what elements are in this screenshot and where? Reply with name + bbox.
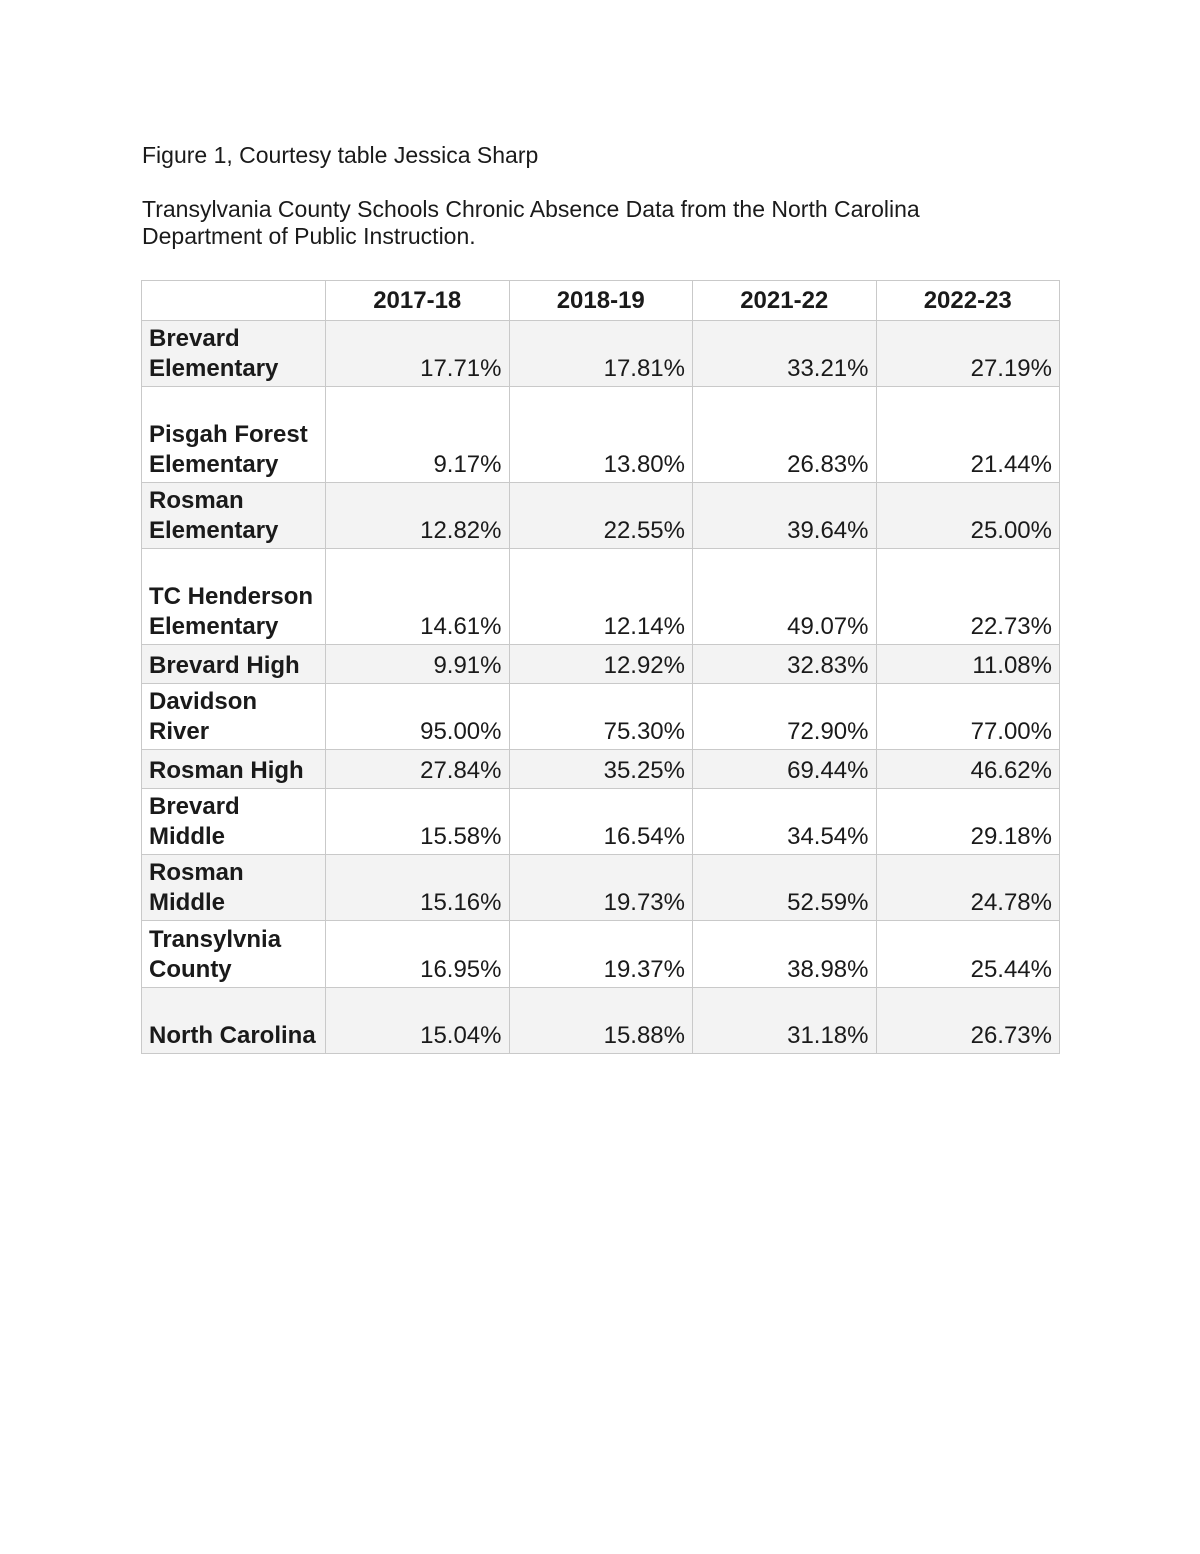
value-cell: 46.62% xyxy=(876,750,1060,789)
value-cell: 12.14% xyxy=(509,549,693,645)
value-cell: 16.54% xyxy=(509,789,693,855)
value-cell: 13.80% xyxy=(509,387,693,483)
table-row xyxy=(142,645,1060,684)
value-cell: 27.84% xyxy=(326,750,510,789)
value-cell: 24.78% xyxy=(876,855,1060,921)
value-cell: 26.83% xyxy=(693,387,877,483)
table-row xyxy=(142,321,1060,387)
value-cell: 39.64% xyxy=(693,483,877,549)
school-name-cell: Brevard Elementary xyxy=(142,321,326,387)
value-cell: 69.44% xyxy=(693,750,877,789)
header-corner-cell xyxy=(142,281,326,321)
table-row xyxy=(142,684,1060,750)
value-cell: 15.58% xyxy=(326,789,510,855)
table-row xyxy=(142,750,1060,789)
value-cell: 15.04% xyxy=(326,988,510,1054)
school-name-cell: Pisgah Forest Elementary xyxy=(142,387,326,483)
school-name-cell: TC Henderson Elementary xyxy=(142,549,326,645)
value-cell: 9.17% xyxy=(326,387,510,483)
value-cell: 17.81% xyxy=(509,321,693,387)
value-cell: 77.00% xyxy=(876,684,1060,750)
header-year-2021-22: 2021-22 xyxy=(693,281,877,321)
table-row xyxy=(142,387,1060,483)
value-cell: 11.08% xyxy=(876,645,1060,684)
value-cell: 31.18% xyxy=(693,988,877,1054)
value-cell: 25.00% xyxy=(876,483,1060,549)
value-cell: 49.07% xyxy=(693,549,877,645)
school-name-cell: Rosman High xyxy=(142,750,326,789)
table-row xyxy=(142,921,1060,988)
figure-caption: Figure 1, Courtesy table Jessica Sharp xyxy=(142,142,539,168)
table-row xyxy=(142,988,1060,1054)
chronic-absence-table xyxy=(141,280,1060,1054)
value-cell: 52.59% xyxy=(693,855,877,921)
header-year-2022-23: 2022-23 xyxy=(876,281,1060,321)
value-cell: 95.00% xyxy=(326,684,510,750)
value-cell: 75.30% xyxy=(509,684,693,750)
value-cell: 17.71% xyxy=(326,321,510,387)
school-name-cell: Transylvnia County xyxy=(142,921,326,988)
value-cell: 19.37% xyxy=(509,921,693,988)
school-name-cell: Rosman Elementary xyxy=(142,483,326,549)
header-year-2017-18: 2017-18 xyxy=(326,281,510,321)
school-name-cell: Davidson River xyxy=(142,684,326,750)
value-cell: 21.44% xyxy=(876,387,1060,483)
value-cell: 25.44% xyxy=(876,921,1060,988)
value-cell: 33.21% xyxy=(693,321,877,387)
school-name-cell: Brevard Middle xyxy=(142,789,326,855)
value-cell: 34.54% xyxy=(693,789,877,855)
table-row xyxy=(142,549,1060,645)
table-header-row xyxy=(142,281,1060,321)
value-cell: 19.73% xyxy=(509,855,693,921)
school-name-cell: Brevard High xyxy=(142,645,326,684)
table-row xyxy=(142,855,1060,921)
value-cell: 22.55% xyxy=(509,483,693,549)
value-cell: 27.19% xyxy=(876,321,1060,387)
value-cell: 72.90% xyxy=(693,684,877,750)
header-year-2018-19: 2018-19 xyxy=(509,281,693,321)
value-cell: 32.83% xyxy=(693,645,877,684)
value-cell: 35.25% xyxy=(509,750,693,789)
value-cell: 12.92% xyxy=(509,645,693,684)
table-row xyxy=(142,483,1060,549)
school-name-cell: Rosman Middle xyxy=(142,855,326,921)
value-cell: 22.73% xyxy=(876,549,1060,645)
value-cell: 15.16% xyxy=(326,855,510,921)
school-name-cell: North Carolina xyxy=(142,988,326,1054)
value-cell: 26.73% xyxy=(876,988,1060,1054)
table-description: Transylvania County Schools Chronic Absence Data from the North Carolina Department of Public Instruction. xyxy=(142,196,920,249)
value-cell: 16.95% xyxy=(326,921,510,988)
value-cell: 15.88% xyxy=(509,988,693,1054)
value-cell: 9.91% xyxy=(326,645,510,684)
value-cell: 14.61% xyxy=(326,549,510,645)
table-row xyxy=(142,789,1060,855)
value-cell: 38.98% xyxy=(693,921,877,988)
value-cell: 29.18% xyxy=(876,789,1060,855)
value-cell: 12.82% xyxy=(326,483,510,549)
